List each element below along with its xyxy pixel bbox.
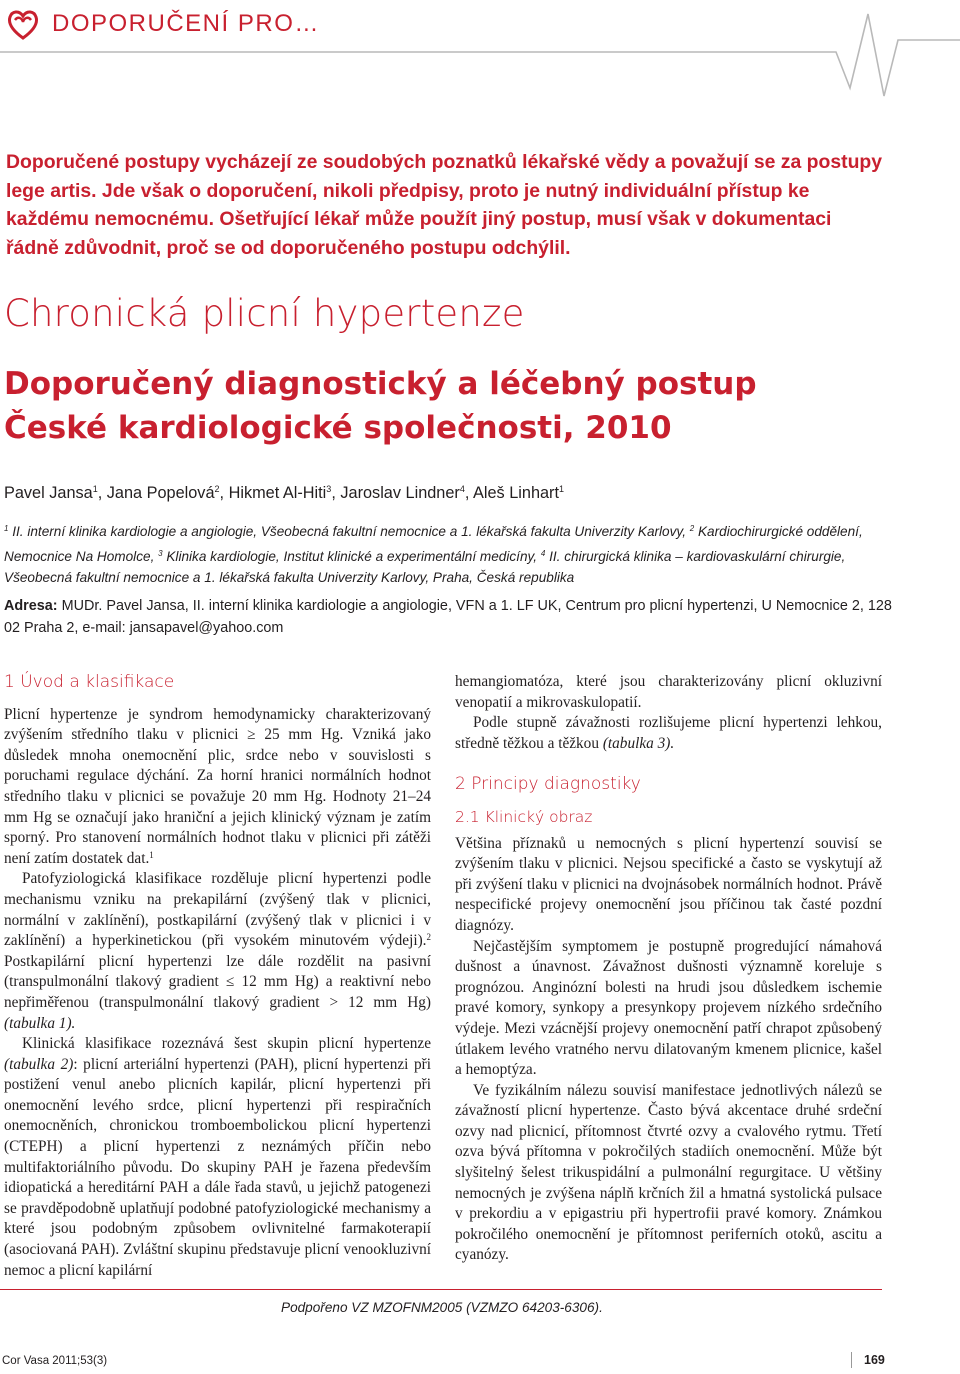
paragraph: Klinická klasifikace rozeznává šest skupin plicní hypertenze (tabulka 2): plicní arteriální hypertenzi (PAH), plicní hypertenzi při postižení venul anebo plicních kapilár, plicní hypertenzi při onemocnění levého srdce, plicní hypertenzi při respiračních onemocněních, chronickou tromboembolickou plicní hypertenzi (CTEPH) a plicní hypertenzi z neznámých příčin nebo multifaktoriálního původu. Do skupiny PAH je řazena především idiopatická a hereditární PAH a dále řada stavů, u jejichž patogenezi se pravděpodobně uplatňují podobné patofyziologické mechanismy a které jsou podobným způsobem ovlivnitelné farmakoterapií (asociovaná PAH). Zvláštní skupinu představuje plicní venookluzivní nemoc a plicní kapilární <box>4 1035 431 1279</box>
subsection-heading-clinical: 2.1 Klinický obraz <box>455 807 593 826</box>
affiliations: $^1$ II. interní klinika kardiologie a angiologie, Všeobecná fakultní nemocnice a 1. lékařská fakulta Univerzity Karlovy, $^2$ Kardiochirurgické oddělení, Nemocnice Na Homolce, $^3$ Klinika kardiologie, Institut klinické a experimentální medicíny, $^4$ II. chirurgická klinika – kardiovaskulární chirurgie, Všeobecná fakultní nemocnice a 1. lékařská fakulta Univerzity Karlovy, Praha, Česká republika <box>4 524 863 586</box>
section-title: DOPORUČENÍ PRO… <box>52 10 320 37</box>
paragraph: Patofyziologická klasifikace rozděluje plicní hypertenzi podle mechanismu vzniku na prekapilární (zvýšený tlak v plicnici, normální v zaklínění), postkapilární (zvýšený tlak v plicnici i v zaklínění) a hyperkinetickou (při vysokém minutovém výdeji).$^2$ Postkapilární plicní hypertenzi lze dále rozdělit na pasivní (transpulmonální tlakový gradient ≤ 12 mm Hg) a reaktivní nebo nepřiměřenou (transpulmonální tlakový gradient > 12 mm Hg) (tabulka 1). <box>4 870 431 1032</box>
author: Hikmet Al-Hiti$^3$, <box>228 484 341 502</box>
paragraph: Plicní hypertenze je syndrom hemodynamicky charakterizovaný zvýšením středního tlaku v plicnici ≥ 25 mm Hg. Vzniká jako důsledek mnoha onemocnění plic, srdce nebo v souvislosti s poruchami regulace dýchání. Za horní hranici normálních hodnot středního tlaku v plicnici se považuje 20 mm Hg. Hodnoty 21–24 mm Hg se označují jako hraniční a jejich klinický význam je zatím sporný. Pro stanovení normálních hodnot tlaku v plicnici při zátěži není zatím dostatek dat.$^1$ <box>4 705 431 867</box>
paragraph: Většina příznaků u nemocných s plicní hypertenzí souvisí se zvýšením tlaku v plicnici. Nejsou specifické a často se vyskytují až při zvýšení tlaku v plicnici na dvojnásobek normálních hodnot. Právě nespecifické projevy onemocnění jsou příčinou tak časté pozdní diagnózy. <box>455 834 882 934</box>
paragraph: hemangiomatóza, které jsou charakterizovány plicní okluzivní venopatií a mikrovaskulopatií. <box>455 673 882 711</box>
author: Aleš Linhart$^1$ <box>473 484 565 502</box>
disclaimer-text: Doporučené postupy vycházejí ze soudobých poznatků lékařské vědy a považují se za postupy lege artis. Jde však o doporučení, nikoli předpisy, proto je nutný individuální přístup ke každému nemocnému. Ošetřující lékař může použít jiný postup, musí však v dokumentaci řádně zdůvodnit, proč se od doporučeného postupu odchýlil. <box>6 151 883 259</box>
paragraph: Ve fyzikálním nálezu souvisí manifestace jednotlivých nálezů se závažností plicní hypertenze. Často bývá akcentace druhé srdeční ozvy nad plicnicí, přítomnost čtvrté ozvy a cvalového rytmu. Třetí ozva bývá přítomna v pokročilých stadiích onemocnění. Může být slyšitelný šelest trikuspidální a pulmonální regurgitace. U většiny nemocných je zvýšena náplň krčních žil a hmatná systolická pulsace v prekordiu a v epigastriu při hypertrofii pravé komory. Známkou pokročilého onemocnění je přítomnost periferních otoků, ascitu a cyanózy. <box>455 1081 882 1264</box>
grant-note: Podpořeno VZ MZOFNM2005 (VZMZO 64203-6306). <box>281 1300 603 1315</box>
left-column <box>4 672 431 1281</box>
author: Pavel Jansa$^1$, <box>4 484 107 502</box>
paragraph: Podle stupně závažnosti rozlišujeme plicní hypertenzi lehkou, středně těžkou a těžkou (tabulka 3). <box>455 714 882 752</box>
author-list <box>4 484 564 503</box>
address-label: Adresa: <box>4 598 58 614</box>
correspondence-address <box>4 595 909 639</box>
footer-divider <box>0 1289 882 1290</box>
author: Jaroslav Lindner$^4$, <box>340 484 474 502</box>
paragraph: Nejčastějším symptomem je postupně progredující námahová dušnost a únavnost. Závažnost dušnosti významně koreluje s prognózou. Anginózní bolesti na hrudi jsou důsledkem ischemie pravé komory, synkopy a presynkopy projevem nízkého srdečního výdeje. Mezi vzácnější projevy onemocnění patří chrapot způsobený útlakem levého vratného nervu dilatovaným kmenem plicnice, kašel a hemoptýza. <box>455 937 882 1079</box>
page-separator <box>851 1352 852 1368</box>
author: Jana Popelová$^2$, <box>106 484 229 502</box>
section-heading-diagnostics: 2 Principy diagnostiky <box>455 774 641 795</box>
article-subtitle-line1: Doporučený diagnostický a léčebný postup <box>4 366 757 402</box>
article-title: Chronická plicní hypertenze <box>4 292 525 335</box>
journal-citation: Cor Vasa 2011;53(3) <box>2 1355 108 1367</box>
page-number: 169 <box>864 1353 885 1367</box>
address-text: MUDr. Pavel Jansa, II. interní klinika kardiologie a angiologie, VFN a 1. LF UK, Centrum pro plicní hypertenzi, U Nemocnice 2, 128 02 Praha 2, e-mail: jansapavel@yahoo.com <box>4 598 892 636</box>
ecg-line-icon <box>0 0 960 110</box>
right-column <box>455 672 882 1266</box>
article-subtitle-line2: České kardiologické společnosti, 2010 <box>4 410 672 446</box>
section-heading-intro: 1 Úvod a klasifikace <box>4 672 175 692</box>
